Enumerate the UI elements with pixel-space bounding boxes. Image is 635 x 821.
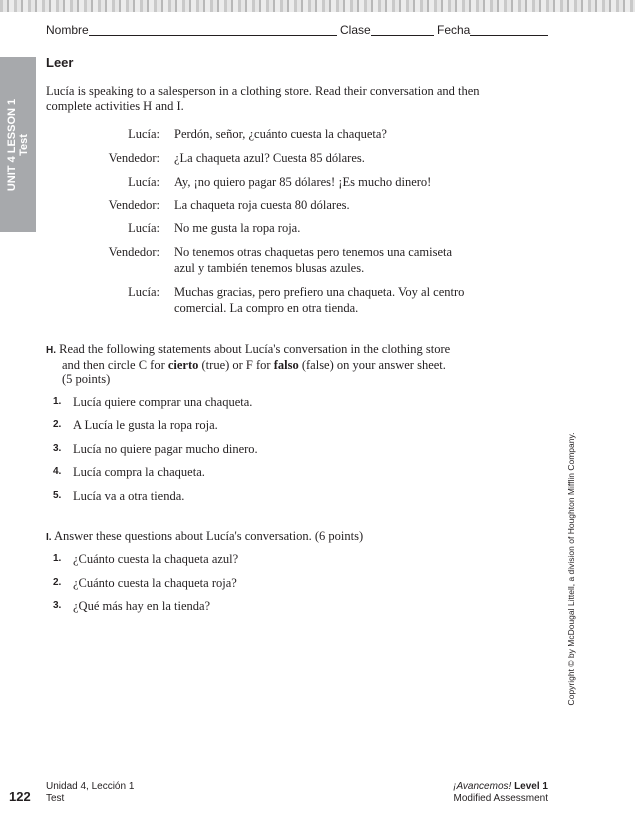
speaker: Lucía: [128, 285, 160, 299]
activity-h-instructions: H. Read the following statements about Lucía's conversation in the clothing store and then circle C for cierto (true) or F for falso (false) on your answer sheet. (5 points) [46, 342, 476, 386]
speech: Muchas gracias, pero prefiero una chaqueta. Voy al centro comercial. La compro en otra tienda. [174, 285, 465, 315]
date-label: Fecha [437, 23, 471, 37]
cierto-word: cierto [167, 358, 199, 372]
activity-i-letter: I. [46, 532, 52, 543]
name-field[interactable] [89, 35, 337, 36]
date-field[interactable] [470, 35, 548, 36]
class-field[interactable] [371, 35, 434, 36]
copyright-notice: Copyright © by McDougal Littell, a division of Houghton Mifflin Company. [566, 432, 576, 706]
footer-right: ¡Avancemos! Level 1 Modified Assessment [453, 781, 548, 804]
side-tab-unit: UNIT 4 LESSON 1 [6, 98, 18, 192]
speaker: Lucía: [128, 175, 160, 189]
speaker: Vendedor: [108, 245, 160, 259]
speaker: Lucía: [128, 127, 160, 141]
activity-h-letter: H. [46, 345, 56, 356]
section-title: Leer [46, 55, 74, 70]
name-label: Nombre [46, 23, 89, 37]
side-tab [0, 57, 36, 232]
speech: ¿La chaqueta azul? Cuesta 85 dólares. [174, 151, 365, 165]
speaker: Vendedor: [108, 198, 160, 212]
speech: No me gusta la ropa roja. [174, 221, 301, 235]
activity-h-points: (5 points) [62, 372, 111, 386]
falso-word: falso [273, 358, 299, 372]
side-tab-test: Test [18, 134, 30, 156]
page-number: 122 [9, 789, 31, 804]
footer-left: Unidad 4, Lección 1 Test [46, 781, 135, 804]
decorative-top-border [0, 0, 635, 12]
speech: Perdón, señor, ¿cuánto cuesta la chaqueta? [174, 127, 387, 141]
section-intro: Lucía is speaking to a salesperson in a clothing store. Read their conversation and then complete activities H and I. [46, 84, 480, 113]
speech: No tenemos otras chaquetas pero tenemos una camiseta azul y también tenemos blusas azules. [174, 245, 453, 275]
class-label: Clase [340, 23, 371, 37]
side-tab-label [6, 99, 30, 191]
speech: Ay, ¡no quiero pagar 85 dólares! ¡Es mucho dinero! [174, 175, 432, 189]
speaker: Vendedor: [108, 151, 160, 165]
speech: La chaqueta roja cuesta 80 dólares. [174, 198, 350, 212]
activity-i-instructions: I. Answer these questions about Lucía's conversation. (6 points) [46, 529, 364, 543]
speaker: Lucía: [128, 221, 160, 235]
